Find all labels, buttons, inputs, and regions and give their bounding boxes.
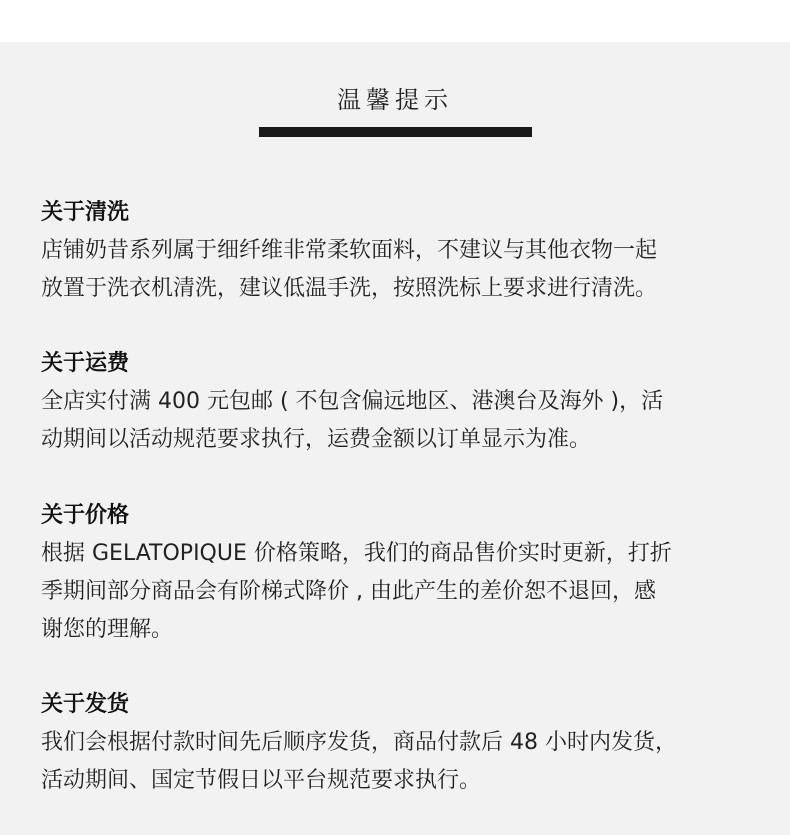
body-line: 放置于洗衣机清洗，建议低温手洗，按照洗标上要求进行清洗。: [41, 276, 658, 301]
body-line: 我们会根据付款时间先后顺序发货，商品付款后 48 小时内发货，: [41, 730, 677, 755]
section-body: [41, 535, 761, 649]
body-line: 店铺奶昔系列属于细纤维非常柔软面料，不建议与其他衣物一起: [41, 238, 658, 263]
section-body: [41, 724, 761, 800]
title-underline: [259, 127, 532, 137]
section-body: [41, 383, 761, 459]
body-line: 全店实付满 400 元包邮 ( 不包含偏远地区、港澳台及海外 )，活: [41, 389, 664, 414]
section-heading: 关于价格: [41, 503, 130, 528]
section-heading: 关于发货: [41, 692, 130, 717]
section-shipping: [41, 345, 761, 459]
body-line: 谢您的理解。: [41, 617, 174, 642]
section-delivery: [41, 686, 761, 800]
section-price: [41, 497, 761, 649]
section-body: [41, 232, 761, 308]
body-line: 活动期间、国定节假日以平台规范要求执行。: [41, 768, 482, 793]
body-line: 根据 GELATOPIQUE 价格策略，我们的商品售价实时更新，打折: [41, 541, 672, 566]
section-heading: 关于清洗: [41, 200, 130, 225]
section-washing: [41, 194, 761, 308]
notice-title: 温馨提示: [337, 86, 453, 114]
section-heading: 关于运费: [41, 351, 130, 376]
body-line: 季期间部分商品会有阶梯式降价 , 由此产生的差价恕不退回，感: [41, 579, 656, 604]
body-line: 动期间以活动规范要求执行，运费金额以订单显示为准。: [41, 427, 592, 452]
